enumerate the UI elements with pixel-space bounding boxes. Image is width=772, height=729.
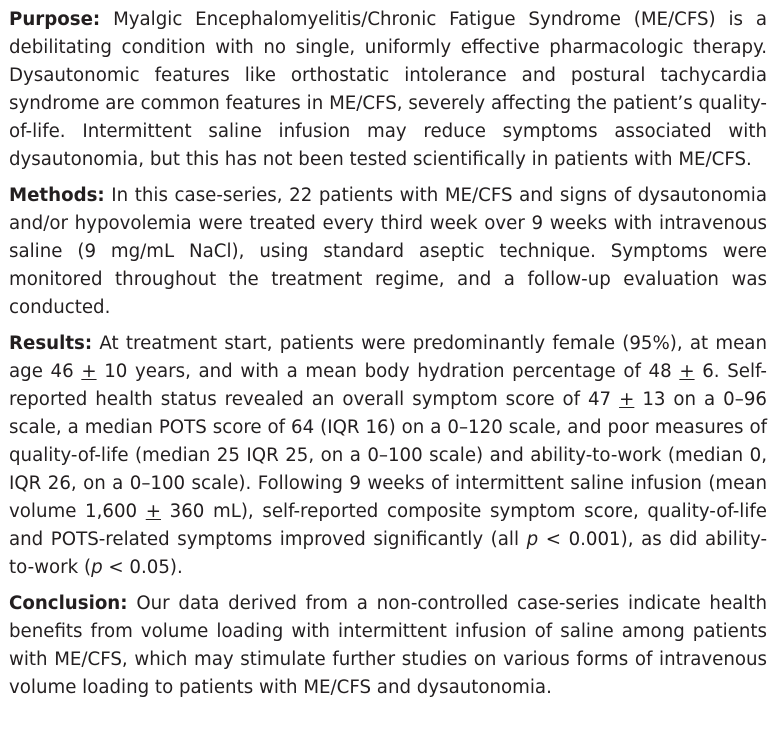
- results-paragraph: [9, 330, 767, 582]
- conclusion-paragraph: [9, 590, 767, 702]
- purpose-label: Purpose:: [9, 9, 101, 30]
- methods-label: Methods:: [9, 185, 105, 206]
- p-value-symbol-2: p: [91, 557, 103, 578]
- methods-text: In this case-series, 22 patients with ME/CFS and signs of dysautonomia and/or hypovolemia were treated every third week over 9 weeks with intravenous saline (9 mg/mL NaCl), using standard aseptic technique. Symptoms were monitored throughout the treatment regime, and a follow-up evaluation was conducted.: [9, 185, 767, 318]
- results-text-7: < 0.05).: [102, 557, 183, 578]
- p-value-symbol-1: p: [526, 529, 539, 550]
- results-text-5: 360 mL), self-reported composite symptom score, quality-of-life and POTS-related symptoms improved significantly (all: [9, 501, 767, 550]
- plus-minus-4: +: [145, 501, 161, 522]
- purpose-section: [9, 6, 767, 174]
- purpose-text: Myalgic Encephalomyelitis/Chronic Fatigue Syndrome (ME/CFS) is a debilitating condition with no single, uniformly effective pharmacologic therapy. Dysautonomic features like orthostatic intolerance and postural tachycardia syndrome are common features in ME/CFS, severely affecting the patient’s quality-of-life. Intermittent saline infusion may reduce symptoms associated with dysautonomia, but this has not been tested scientifically in patients with ME/CFS.: [9, 9, 767, 170]
- methods-section: [9, 182, 767, 322]
- results-section: [9, 330, 767, 582]
- results-label: Results:: [9, 333, 93, 354]
- results-text-4: 13 on a 0–96 scale, a median POTS score of 64 (IQR 16) on a 0–120 scale, and poor measures of quality-of-life (median 25 IQR 25, on a 0–100 scale) and ability-to-work (median 0, IQR 26, on a 0–100 scale). Following 9 weeks of intermittent saline infusion (mean volume 1,600: [9, 389, 767, 522]
- conclusion-text: Our data derived from a non-controlled case-series indicate health benefits from volume loading with intermittent infusion of saline among patients with ME/CFS, which may stimulate further studies on various forms of intravenous volume loading to patients with ME/CFS and dysautonomia.: [9, 593, 767, 698]
- results-text-1: At treatment start, patients were predominantly female (95%), at mean age 46: [9, 333, 767, 382]
- results-text-3: 6. Self-reported health status revealed an overall symptom score of 47: [9, 361, 767, 410]
- plus-minus-3: +: [619, 389, 635, 410]
- purpose-paragraph: [9, 6, 767, 174]
- plus-minus-2: +: [679, 361, 695, 382]
- results-text-2: 10 years, and with a mean body hydration percentage of 48: [96, 361, 680, 382]
- methods-paragraph: [9, 182, 767, 322]
- results-text-6: < 0.001), as did ability-to-work (: [9, 529, 768, 578]
- conclusion-label: Conclusion:: [9, 593, 128, 614]
- plus-minus-1: +: [81, 361, 97, 382]
- conclusion-section: [9, 590, 767, 702]
